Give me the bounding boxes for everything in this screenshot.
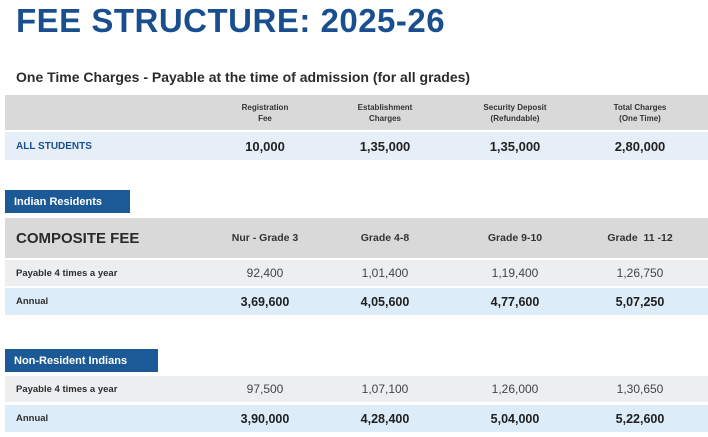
grade-header-11-12: Grade 11 -12 xyxy=(607,232,673,244)
indian-annual-4-8: 4,05,600 xyxy=(360,294,410,309)
grade-header-9-10: Grade 9-10 xyxy=(487,232,543,244)
nri-annual-11-12: 5,22,600 xyxy=(615,411,665,426)
nri-annual-4-8: 4,28,400 xyxy=(360,411,410,426)
grade-header-4-8: Grade 4-8 xyxy=(360,232,410,244)
nri-quarterly-9-10: 1,26,000 xyxy=(491,382,539,396)
security-deposit-value: 1,35,000 xyxy=(489,138,541,154)
grade-header-nur-3: Nur - Grade 3 xyxy=(231,232,299,244)
indian-annual-nur-3: 3,69,600 xyxy=(240,294,290,309)
nri-quarterly-4-8: 1,07,100 xyxy=(361,382,409,396)
header-registration-fee: Registration Fee xyxy=(241,102,289,123)
total-charges-value: 2,80,000 xyxy=(614,138,666,154)
page-title: FEE STRUCTURE: 2025-26 xyxy=(16,2,446,39)
nri-annual-nur-3: 3,90,000 xyxy=(240,411,290,426)
indian-residents-badge: Indian Residents xyxy=(5,190,130,213)
registration-fee-value: 10,000 xyxy=(245,138,285,154)
nri-badge: Non-Resident Indians xyxy=(5,349,158,372)
nri-quarterly-11-12: 1,30,650 xyxy=(616,382,664,396)
indian-annual-label: Annual xyxy=(16,296,49,307)
indian-quarterly-nur-3: 92,400 xyxy=(246,266,284,280)
indian-annual-9-10: 4,77,600 xyxy=(490,294,540,309)
nri-quarterly-label: Payable 4 times a year xyxy=(16,383,118,395)
header-total-charges: Total Charges (One Time) xyxy=(613,102,667,123)
composite-fee-title: COMPOSITE FEE xyxy=(16,229,140,247)
header-security-deposit: Security Deposit (Refundable) xyxy=(483,102,547,123)
nri-annual-9-10: 5,04,000 xyxy=(490,411,540,426)
nri-annual-row xyxy=(5,405,708,432)
indian-quarterly-11-12: 1,26,750 xyxy=(616,266,664,280)
indian-quarterly-row xyxy=(5,260,708,286)
indian-quarterly-4-8: 1,01,400 xyxy=(361,266,409,280)
indian-quarterly-label: Payable 4 times a year xyxy=(16,267,118,279)
composite-fee-header-row xyxy=(5,218,708,258)
indian-annual-11-12: 5,07,250 xyxy=(615,294,665,309)
all-students-label: ALL STUDENTS xyxy=(16,140,92,152)
header-establishment-charges: Establishment Charges xyxy=(357,102,413,123)
one-time-charges-subtitle: One Time Charges - Payable at the time of admission (for all grades) xyxy=(16,69,471,85)
all-students-row xyxy=(5,132,708,160)
indian-annual-row xyxy=(5,288,708,315)
one-time-header-row xyxy=(5,95,708,130)
nri-quarterly-nur-3: 97,500 xyxy=(246,382,284,396)
indian-quarterly-9-10: 1,19,400 xyxy=(491,266,539,280)
establishment-charges-value: 1,35,000 xyxy=(359,138,411,154)
nri-annual-label: Annual xyxy=(16,413,49,424)
nri-quarterly-row xyxy=(5,376,708,402)
